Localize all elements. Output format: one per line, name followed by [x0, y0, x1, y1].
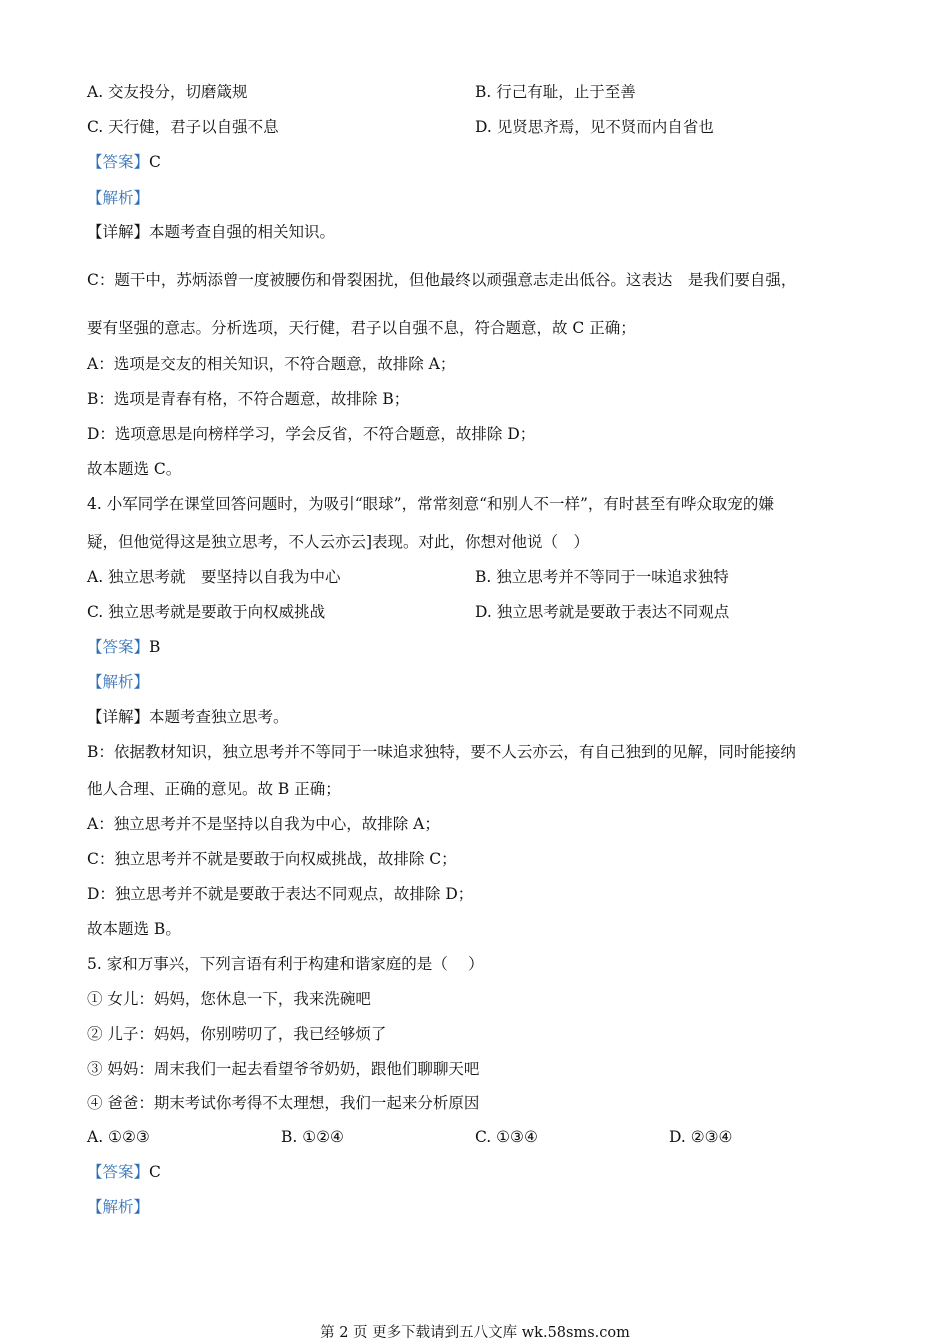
q3-option-a: A. 交友投分，切磨箴规 — [87, 83, 248, 101]
q5-statement: ② 儿子：妈妈，你别唠叨了，我已经够烦了 — [87, 1025, 387, 1043]
q3-explanation-line: A：选项是交友的相关知识，不符合题意，故排除 A； — [87, 355, 456, 373]
q5-option-d: D. ②③④ — [669, 1128, 733, 1146]
answer-value: C — [149, 153, 161, 171]
q4-explanation-line: B：依据教材知识，独立思考并不等同于一味追求独特，要不人云亦云，有自己独到的见解，同时能接纳 — [87, 743, 796, 761]
q4-detail: 【详解】本题考查独立思考。 — [87, 708, 289, 726]
q3-option-c: C. 天行健，君子以自强不息 — [87, 118, 279, 136]
q5-stem: 5. 家和万事兴，下列言语有利于构建和谐家庭的是（ ） — [87, 955, 484, 973]
q4-conclusion: 故本题选 B。 — [87, 920, 181, 938]
q3-explanation-line: 要有坚强的意志。分析选项，天行健，君子以自强不息，符合题意，故 C 正确； — [87, 319, 636, 337]
q5-option-a: A. ①②③ — [87, 1128, 150, 1146]
answer-value: C — [149, 1163, 161, 1181]
q4-option-d: D. 独立思考就是要敢于表达不同观点 — [475, 603, 730, 621]
q3-explanation-line: C：题干中，苏炳添曾一度被腰伤和骨裂困扰，但他最终以顽强意志走出低谷。这表达 是我们要自强， — [87, 271, 797, 289]
answer-label: 【答案】 — [87, 153, 150, 171]
answer-label: 【答案】 — [87, 638, 150, 656]
answer-label: 【答案】 — [87, 1163, 150, 1181]
q5-option-c: C. ①③④ — [475, 1128, 538, 1146]
q3-option-d: D. 见贤思齐焉，见不贤而内自省也 — [475, 118, 714, 136]
q4-answer — [87, 637, 160, 657]
q3-analysis-label: 【解析】 — [87, 189, 150, 207]
page-footer: 第 2 页 更多下载请到五八文库 wk.58sms.com — [320, 1325, 630, 1341]
q4-option-b: B. 独立思考并不等同于一味追求独特 — [475, 568, 729, 586]
q5-analysis-label: 【解析】 — [87, 1198, 150, 1216]
q4-explanation-line: 他人合理、正确的意见。故 B 正确； — [87, 780, 341, 798]
q4-stem-line: 疑，但他觉得这是独立思考，不人云亦云]表现。对此，你想对他说（ ） — [87, 533, 590, 551]
answer-value: B — [149, 638, 161, 656]
q3-detail: 【详解】本题考查自强的相关知识。 — [87, 223, 336, 241]
q5-statement: ① 女儿：妈妈，您休息一下，我来洗碗吧 — [87, 990, 371, 1008]
q4-explanation-line: D：独立思考并不就是要敢于表达不同观点，故排除 D； — [87, 885, 474, 903]
q5-statement: ③ 妈妈：周末我们一起去看望爷爷奶奶，跟他们聊聊天吧 — [87, 1060, 480, 1078]
q4-explanation-line: A：独立思考并不是坚持以自我为中心，故排除 A； — [87, 815, 440, 833]
q5-statement: ④ 爸爸：期末考试你考得不太理想，我们一起来分析原因 — [87, 1094, 480, 1112]
q4-stem-line: 4. 小军同学在课堂回答问题时，为吸引“眼球”，常常刻意“和别人不一样”，有时甚至有哗众取宠的嫌 — [87, 495, 774, 513]
q3-explanation-line: D：选项意思是向榜样学习，学会反省，不符合题意，故排除 D； — [87, 425, 536, 443]
q3-conclusion: 故本题选 C。 — [87, 460, 182, 478]
q3-explanation-line: B：选项是青春有格，不符合题意，故排除 B； — [87, 390, 410, 408]
q5-answer — [87, 1162, 161, 1182]
q5-option-b: B. ①②④ — [281, 1128, 344, 1146]
q4-explanation-line: C：独立思考并不就是要敢于向权威挑战，故排除 C； — [87, 850, 457, 868]
q4-analysis-label: 【解析】 — [87, 673, 150, 691]
q4-option-c: C. 独立思考就是要敢于向权威挑战 — [87, 603, 326, 621]
q3-answer — [87, 152, 161, 172]
q4-option-a: A. 独立思考就 要坚持以自我为中心 — [87, 568, 341, 586]
q3-option-b: B. 行己有耻，止于至善 — [475, 83, 636, 101]
